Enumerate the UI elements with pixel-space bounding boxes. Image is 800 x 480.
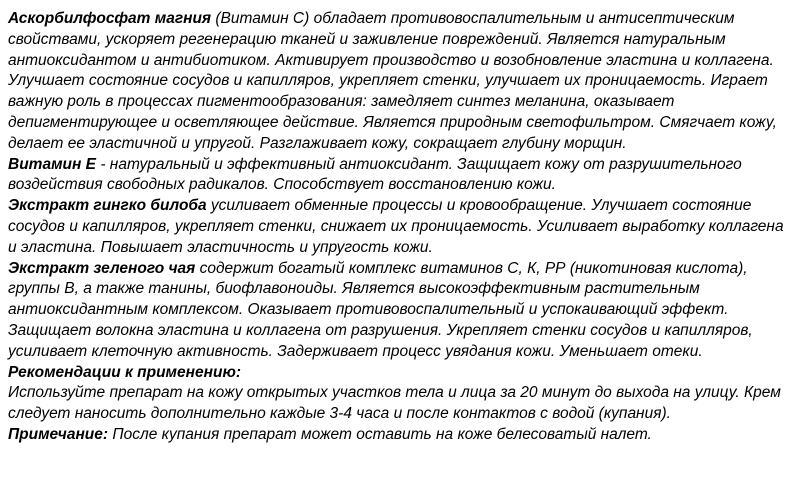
paragraph — [8, 383, 792, 425]
paragraph-lead: Экстракт зеленого чая — [8, 259, 196, 277]
document-body — [8, 9, 792, 446]
paragraph-text: усиливает обменные процессы и кровообращение. Улучшает состояние сосудов и капилляров, укрепляет стенки, снижает их проницаемость. Усиливает выработку коллагена и эластина. Повышает эластичность и упругость кожи. — [8, 197, 784, 256]
paragraph-text: (Витамин С) обладает противовоспалительным и антисептическим свойствами, ускоряет регенерацию тканей и заживление повреждений. Является натуральным антиоксидантом и антибиотиком. Активирует производство и возобновление эластина и коллагена. Улучшает состояние сосудов и капилляров, укрепляет стенки, улучшает их проницаемость. Играет важную роль в процессах пигментообразования: замедляет синтез меланина, оказывает депигментирующее и осветляющее действие. Является природным светофильтром. Смягчает кожу, делает ее эластичной и упругой. Разглаживает кожу, сокращает глубину морщин. — [8, 10, 777, 152]
paragraph-lead: Аскорбилфосфат магния — [8, 10, 212, 27]
paragraph-lead: Витамин Е — [8, 155, 97, 173]
paragraph — [8, 425, 792, 446]
paragraph — [8, 259, 792, 363]
paragraph — [8, 9, 792, 155]
paragraph-lead: Примечание: — [8, 425, 109, 443]
paragraph-lead: Рекомендации к применению: — [8, 363, 242, 381]
paragraph — [8, 363, 792, 384]
paragraph-text: После купания препарат может оставить на коже белесоватый налет. — [108, 425, 652, 443]
paragraph-text: Используйте препарат на кожу открытых участков тела и лица за 20 минут до выхода на улицу. Крем следует наносить дополнительно каждые 3-4 часа и после контактов с водой (купания). — [8, 384, 781, 423]
paragraph-lead: Экстракт гингко билоба — [8, 197, 207, 215]
paragraph-text: - натуральный и эффективный антиоксидант. Защищает кожу от разрушительного воздействия свободных радикалов. Способствует восстановлению кожи. — [8, 155, 742, 194]
paragraph-text: содержит богатый комплекс витаминов С, К, РР (никотиновая кислота), группы В, а также танины, биофлавоноиды. Является высокоэффективным растительным антиоксидантным комплексом. Оказывает противовоспалительный и успокаивающий эффект. Защищает волокна эластина и коллагена от разрушения. Укрепляет стенки сосудов и капилляров, усиливает клеточную активность. Задерживает процесс увядания кожи. Уменьшает отеки. — [8, 259, 753, 360]
paragraph — [8, 196, 792, 258]
paragraph — [8, 155, 792, 197]
